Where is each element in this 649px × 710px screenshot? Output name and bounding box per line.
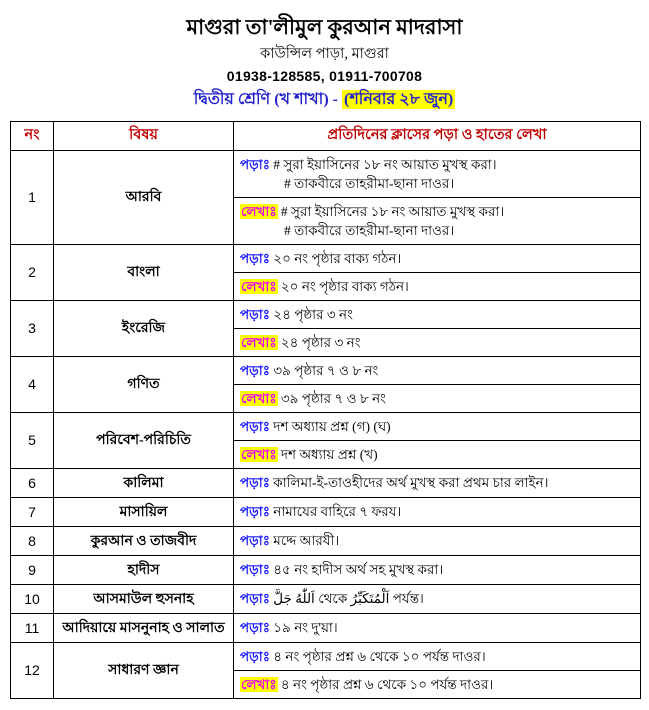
entry-text: # সুরা ইয়াসিনের ১৮ নং আয়াত মুখস্থ করা। bbox=[269, 156, 497, 172]
row-number-cell: 1 bbox=[11, 150, 54, 244]
entry-text: মদ্দে আরযী। bbox=[269, 533, 340, 549]
table-row bbox=[11, 150, 641, 197]
entry-line bbox=[240, 473, 634, 492]
subject-cell: মাসায়িল bbox=[54, 497, 234, 526]
entry-line bbox=[240, 417, 634, 436]
entry-text: দশ অধ্যায় প্রশ্ন (গ) (ঘ) bbox=[269, 418, 391, 434]
lekha-label: লেখাঃ bbox=[241, 278, 277, 294]
row-number-cell: 10 bbox=[11, 584, 54, 613]
table-row bbox=[11, 356, 641, 384]
entry-text: কালিমা-ই-তাওহীদের অর্থ মুখস্থ করা প্রথম চার লাইন। bbox=[269, 475, 549, 491]
row-number-cell: 7 bbox=[11, 497, 54, 526]
subject-cell: হাদীস bbox=[54, 555, 234, 584]
entry-line bbox=[240, 502, 634, 521]
entry-cell bbox=[234, 384, 641, 412]
pora-label: পড়াঃ bbox=[240, 362, 270, 378]
subject-cell: কুরআন ও তাজবীদ bbox=[54, 526, 234, 555]
entry-text: ৩৯ পৃষ্ঠার ৭ ও ৮ নং bbox=[277, 390, 386, 406]
entry-line bbox=[240, 277, 634, 296]
pora-label: পড়াঃ bbox=[240, 504, 270, 520]
entry-cell bbox=[234, 526, 641, 555]
entry-cell bbox=[234, 670, 641, 698]
table-row bbox=[11, 497, 641, 526]
row-number-cell: 4 bbox=[11, 356, 54, 412]
table-row bbox=[11, 526, 641, 555]
entry-cell bbox=[234, 613, 641, 642]
table-row bbox=[11, 300, 641, 328]
entry-line bbox=[240, 333, 634, 352]
entry-line bbox=[240, 618, 634, 637]
lesson-table-body bbox=[11, 150, 641, 698]
entry-cell bbox=[234, 555, 641, 584]
entry-cell bbox=[234, 468, 641, 497]
entry-line bbox=[240, 361, 634, 380]
entry-cell bbox=[234, 642, 641, 670]
row-number-cell: 5 bbox=[11, 412, 54, 468]
lekha-label: লেখাঃ bbox=[241, 390, 277, 406]
entry-cell bbox=[234, 440, 641, 468]
pora-label: পড়াঃ bbox=[240, 591, 270, 607]
pora-label: পড়াঃ bbox=[240, 250, 270, 266]
school-address: কাউন্সিল পাড়া, মাগুরা bbox=[260, 46, 389, 63]
pora-label: পড়াঃ bbox=[240, 156, 270, 172]
entry-cell bbox=[234, 197, 641, 244]
entry-text: ৩৯ পৃষ্ঠার ৭ ও ৮ নং bbox=[269, 362, 379, 378]
daily-lesson-table bbox=[10, 121, 641, 699]
subject-cell: আসমাউল হুসনাহ bbox=[54, 584, 234, 613]
entry-cell bbox=[234, 412, 641, 440]
entry-line bbox=[240, 647, 634, 666]
entry-cell bbox=[234, 150, 641, 197]
table-row bbox=[11, 584, 641, 613]
entry-line bbox=[240, 531, 634, 550]
entry-line bbox=[240, 589, 634, 608]
entry-cell bbox=[234, 244, 641, 272]
entry-cell bbox=[234, 356, 641, 384]
pora-label: পড়াঃ bbox=[240, 306, 270, 322]
entry-line bbox=[240, 560, 634, 579]
subject-cell: বাংলা bbox=[54, 244, 234, 300]
subject-cell: গণিত bbox=[54, 356, 234, 412]
row-number-cell: 9 bbox=[11, 555, 54, 584]
row-number-cell: 8 bbox=[11, 526, 54, 555]
subject-cell: আদিয়ায়ে মাসনুনাহ ও সালাত bbox=[54, 613, 234, 642]
class-section-label: দ্বিতীয় শ্রেণি (খ শাখা) - bbox=[193, 91, 342, 109]
entry-text: # সুরা ইয়াসিনের ১৮ নং আয়াত মুখস্থ করা। bbox=[277, 203, 505, 219]
table-row bbox=[11, 468, 641, 497]
pora-label: পড়াঃ bbox=[240, 562, 270, 578]
entry-text: দশ অধ্যায় প্রশ্ন (খ) bbox=[277, 446, 378, 462]
lekha-label: লেখাঃ bbox=[241, 676, 277, 692]
pora-label: পড়াঃ bbox=[240, 648, 270, 664]
subject-cell: ইংরেজি bbox=[54, 300, 234, 356]
subject-cell: কালিমা bbox=[54, 468, 234, 497]
lekha-label: লেখাঃ bbox=[241, 203, 277, 219]
entry-text: ২০ নং পৃষ্ঠার বাক্য গঠন। bbox=[277, 278, 409, 294]
entry-cell bbox=[234, 300, 641, 328]
entry-line bbox=[240, 202, 634, 221]
pora-label: পড়াঃ bbox=[240, 475, 270, 491]
table-row bbox=[11, 613, 641, 642]
table-row bbox=[11, 555, 641, 584]
entry-text: ৪ নং পৃষ্ঠার প্রশ্ন ৬ থেকে ১০ পর্যন্ত দাওর। bbox=[277, 676, 494, 692]
table-row bbox=[11, 642, 641, 670]
phone-numbers: 01938-128585, 01911-700708 bbox=[226, 68, 423, 85]
entry-cell bbox=[234, 328, 641, 356]
class-date-line bbox=[0, 89, 649, 111]
entry-line bbox=[240, 305, 634, 324]
subject-cell: পরিবেশ-পরিচিতি bbox=[54, 412, 234, 468]
pora-label: পড়াঃ bbox=[240, 418, 270, 434]
entry-cell bbox=[234, 497, 641, 526]
subject-cell: সাধারণ জ্ঞান bbox=[54, 642, 234, 698]
entry-cell bbox=[234, 584, 641, 613]
table-row bbox=[11, 412, 641, 440]
entry-line bbox=[240, 389, 634, 408]
entry-line bbox=[240, 155, 634, 174]
entry-cell bbox=[234, 272, 641, 300]
row-number-cell: 3 bbox=[11, 300, 54, 356]
entry-text: ২৪ পৃষ্ঠার ৩ নং bbox=[277, 334, 361, 350]
entry-text: اَللّٰهُ جَلَّ থেকে اَلْمُتَكَبِّرُ পর্যন্ত। bbox=[269, 591, 424, 607]
document-header bbox=[0, 14, 649, 112]
entry-text: ৪ নং পৃষ্ঠার প্রশ্ন ৬ থেকে ১০ পর্যন্ত দাওর। bbox=[269, 648, 486, 664]
lekha-label: লেখাঃ bbox=[241, 446, 277, 462]
row-number-cell: 2 bbox=[11, 244, 54, 300]
column-header-no: নং bbox=[11, 121, 54, 150]
entry-text: ২৪ পৃষ্ঠার ৩ নং bbox=[269, 306, 353, 322]
pora-label: পড়াঃ bbox=[240, 533, 270, 549]
subject-cell: আরবি bbox=[54, 150, 234, 244]
row-number-cell: 12 bbox=[11, 642, 54, 698]
entry-text: ১৯ নং দু'য়া। bbox=[269, 620, 338, 636]
entry-line bbox=[240, 675, 634, 694]
entry-line: # তাকবীরে তাহরীমা-ছানা দাওর। bbox=[284, 222, 455, 238]
entry-text: ৪৫ নং হাদীস অর্থ সহ মুখস্থ করা। bbox=[269, 562, 444, 578]
table-row bbox=[11, 244, 641, 272]
entry-text: ২০ নং পৃষ্ঠার বাক্য গঠন। bbox=[269, 250, 402, 266]
school-name: মাগুরা তা'লীমুল কুরআন মাদরাসা bbox=[186, 15, 463, 39]
lekha-label: লেখাঃ bbox=[241, 334, 277, 350]
entry-line bbox=[240, 249, 634, 268]
entry-line: # তাকবীরে তাহরীমা-ছানা দাওর। bbox=[284, 175, 455, 191]
row-number-cell: 6 bbox=[11, 468, 54, 497]
table-header-row bbox=[11, 121, 641, 150]
entry-text: নামাযের বাহিরে ৭ ফরয। bbox=[269, 504, 402, 520]
column-header-content: প্রতিদিনের ক্লাসের পড়া ও হাতের লেখা bbox=[234, 121, 641, 150]
entry-line bbox=[240, 445, 634, 464]
row-number-cell: 11 bbox=[11, 613, 54, 642]
date-highlight: (শনিবার ২৮ জুন) bbox=[343, 91, 454, 109]
column-header-subject: বিষয় bbox=[54, 121, 234, 150]
pora-label: পড়াঃ bbox=[240, 620, 270, 636]
